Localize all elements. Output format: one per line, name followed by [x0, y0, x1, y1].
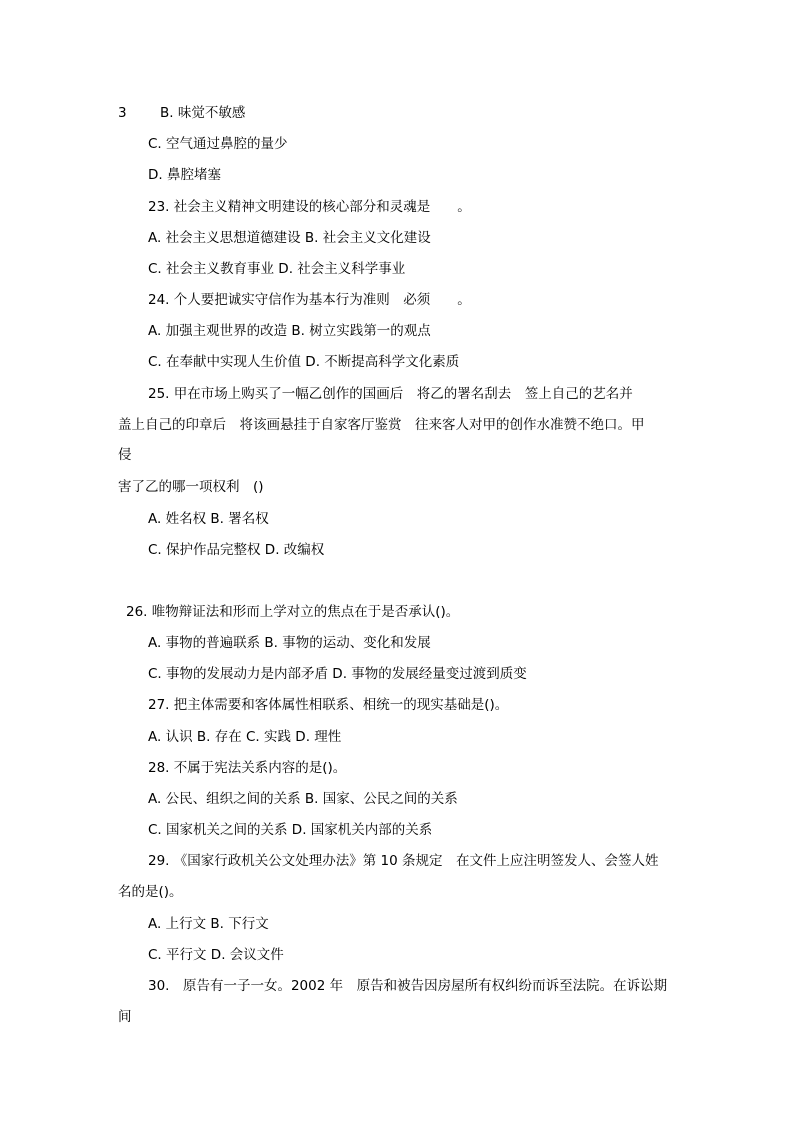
option-line: C. 国家机关之间的关系 D. 国家机关内部的关系 [148, 822, 433, 838]
option-line: C. 保护作品完整权 D. 改编权 [148, 542, 325, 558]
option-text: B. 味觉不敏感 [160, 105, 246, 121]
question-25-continued: 害了乙的哪一项权利 () [118, 479, 264, 495]
option-line: A. 认识 B. 存在 C. 实践 D. 理性 [148, 729, 342, 745]
question-24: 24. 个人要把诚实守信作为基本行为准则 必须 。 [148, 292, 471, 308]
question-25-continued: 盖上自己的印章后 将该画悬挂于自家客厅鉴赏 往来客人对甲的创作水准赞不绝口。甲 [118, 417, 645, 433]
option-line: C. 事物的发展动力是内部矛盾 D. 事物的发展经量变过渡到质变 [148, 666, 527, 682]
question-30: 30. 原告有一子一女。2002 年 原告和被告因房屋所有权纠纷而诉至法院。在诉讼期 [148, 978, 668, 994]
question-23: 23. 社会主义精神文明建设的核心部分和灵魂是 。 [148, 199, 471, 215]
question-30-continued: 间 [118, 1009, 132, 1025]
option-line: C. 社会主义教育事业 D. 社会主义科学事业 [148, 261, 406, 277]
page-fragment-number: 3 [118, 105, 127, 121]
question-29: 29. 《国家行政机关公文处理办法》第 10 条规定 在文件上应注明签发人、会签人姓 [148, 853, 659, 869]
option-line: A. 事物的普遍联系 B. 事物的运动、变化和发展 [148, 635, 431, 651]
question-25-continued: 侵 [118, 447, 132, 463]
option-line: A. 姓名权 B. 署名权 [148, 511, 269, 527]
option-line: C. 平行文 D. 会议文件 [148, 947, 284, 963]
option-line: A. 公民、组织之间的关系 B. 国家、公民之间的关系 [148, 791, 458, 807]
question-25: 25. 甲在市场上购买了一幅乙创作的国画后 将乙的署名刮去 签上自己的艺名并 [148, 386, 633, 402]
option-line: D. 鼻腔堵塞 [148, 167, 221, 183]
question-27: 27. 把主体需要和客体属性相联系、相统一的现实基础是()。 [148, 697, 509, 713]
question-28: 28. 不属于宪法关系内容的是()。 [148, 760, 347, 776]
option-line: C. 空气通过鼻腔的量少 [148, 136, 288, 152]
option-line: C. 在奉献中实现人生价值 D. 不断提高科学文化素质 [148, 354, 460, 370]
question-29-continued: 名的是()。 [118, 884, 183, 900]
option-line: A. 上行文 B. 下行文 [148, 916, 269, 932]
option-line: A. 加强主观世界的改造 B. 树立实践第一的观点 [148, 323, 431, 339]
question-26: 26. 唯物辩证法和形而上学对立的焦点在于是否承认()。 [126, 604, 460, 620]
option-line: A. 社会主义思想道德建设 B. 社会主义文化建设 [148, 230, 431, 246]
